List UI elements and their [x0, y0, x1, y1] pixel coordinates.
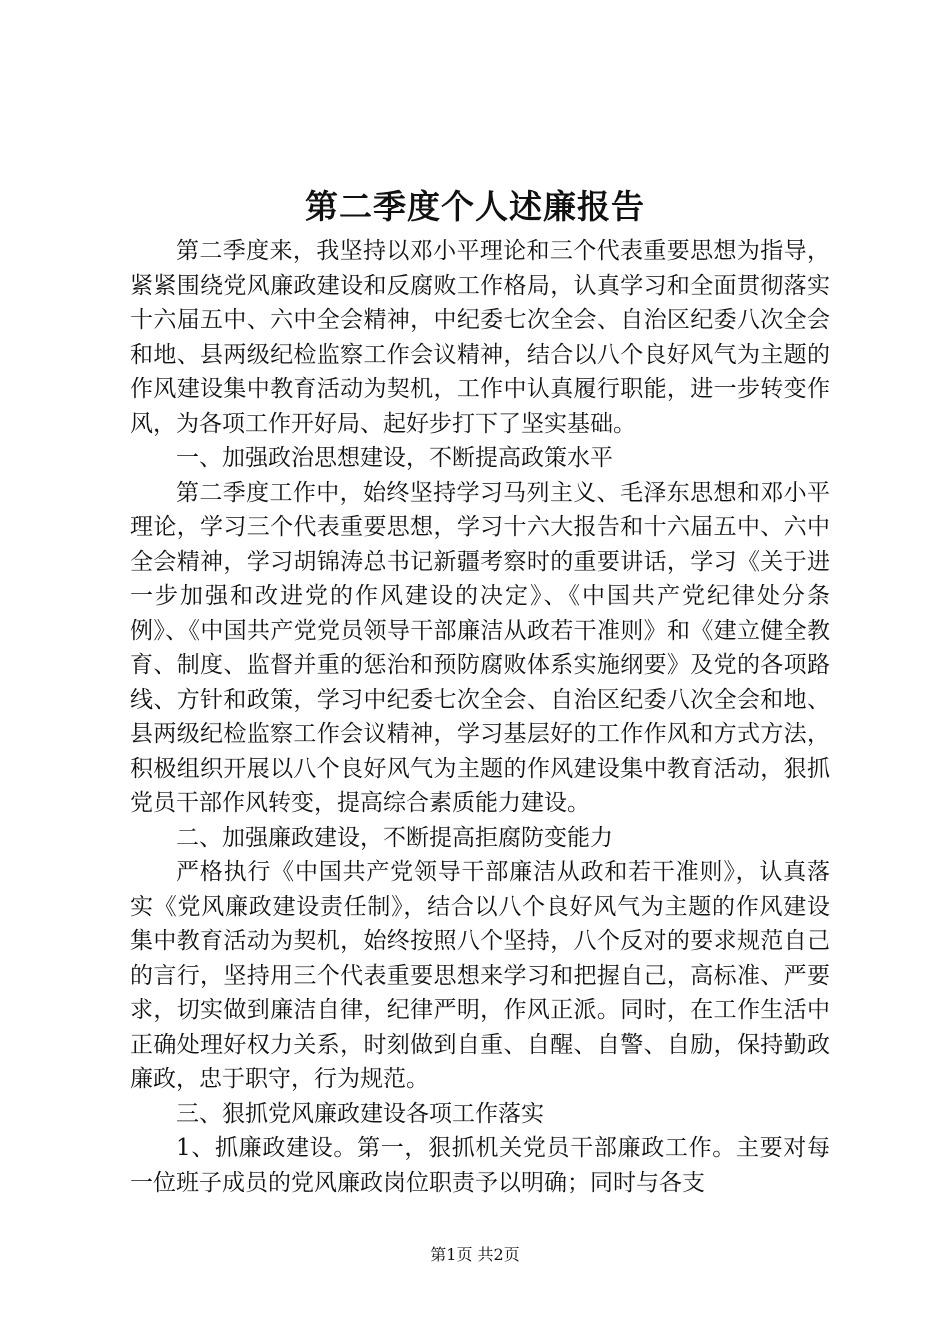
section-2-paragraph: 严格执行《中国共产党领导干部廉洁从政和若干准则》，认真落实《党风廉政建设责任制》，结合以八个良好风气为主题的作风建设集中教育活动为契机，始终按照八个坚持，八个反对的要求规范自己的言行，坚持用三个代表重要思想来学习和把握自己，高标准、严要求，切实做到廉洁自律，纪律严明，作风正派。同时，在工作生活中正确处理好权力关系，时刻做到自重、自醒、自警、自励，保持勤政廉政，忠于职守，行为规范。 [130, 859, 830, 1092]
section-1-paragraph: 第二季度工作中，始终坚持学习马列主义、毛泽东思想和邓小平理论，学习三个代表重要思想，学习十六大报告和十六届五中、六中全会精神，学习胡锦涛总书记新疆考察时的重要讲话，学习《关于进一步加强和改进党的作风建设的决定》、《中国共产党纪律处分条例》、《中国共产党党员领导干部廉洁从政若干准则》和《建立健全教育、制度、监督并重的惩治和预防腐败体系实施纲要》及党的各项路线、方针和政策，学习中纪委七次全会、自治区纪委八次全会和地、县两级纪检监察工作会议精神，学习基层好的工作作风和方式方法，积极组织开展以八个良好风气为主题的作风建设集中教育活动，狠抓党员干部作风转变，提高综合素质能力建设。 [130, 479, 830, 816]
intro-paragraph: 第二季度来，我坚持以邓小平理论和三个代表重要思想为指导，紧紧围绕党风廉政建设和反腐败工作格局，认真学习和全面贯彻落实十六届五中、六中全会精神，中纪委七次全会、自治区纪委八次全会和地、县两级纪检监察工作会议精神，结合以八个良好风气为主题的作风建设集中教育活动为契机，工作中认真履行职能，进一步转变作风，为各项工作开好局、起好步打下了坚实基础。 [130, 238, 830, 437]
document-body [130, 234, 830, 1200]
section-heading-2: 二、加强廉政建设，不断提高拒腐防变能力 [176, 824, 613, 851]
section-3-paragraph: 1、抓廉政建设。第一，狠抓机关党员干部廉政工作。主要对每一位班子成员的党风廉政岗位职责予以明确；同时与各支 [130, 1135, 830, 1196]
section-heading-3: 三、狠抓党风廉政建设各项工作落实 [176, 1100, 544, 1127]
section-heading-1: 一、加强政治思想建设，不断提高政策水平 [176, 445, 613, 471]
document-title: 第二季度个人述廉报告 [305, 187, 645, 226]
page-number-footer: 第1页 共2页 [430, 1245, 520, 1264]
